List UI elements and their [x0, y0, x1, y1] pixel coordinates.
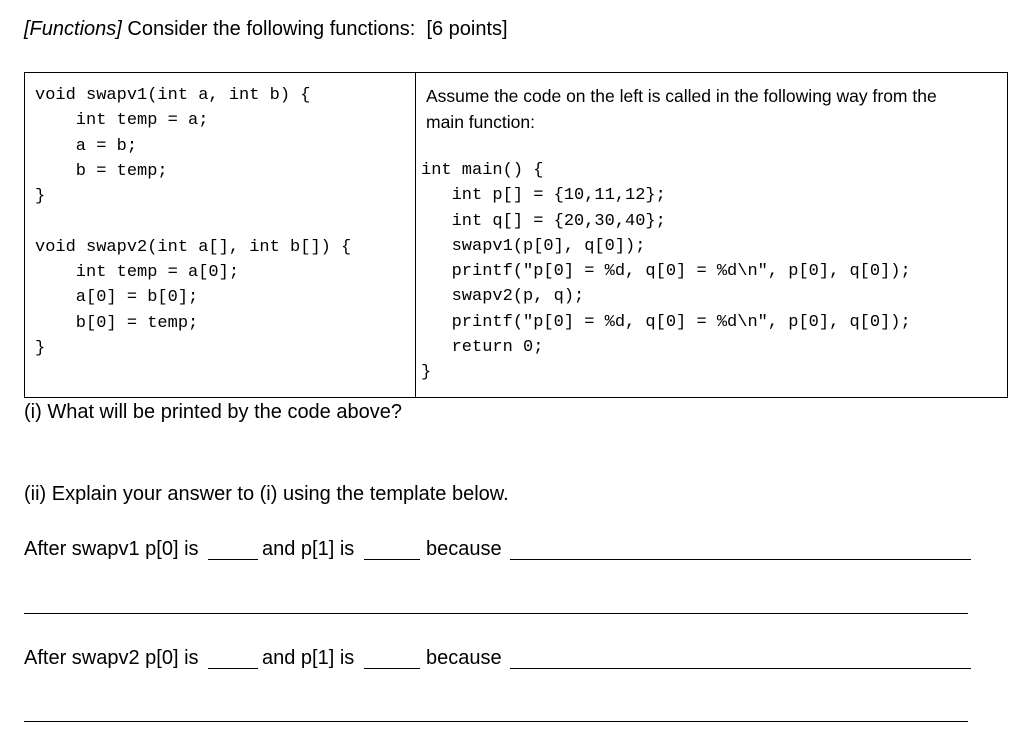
main-intro-text: Assume the code on the left is called in the following way from the main function: [426, 86, 937, 132]
swap-functions-code: void swapv1(int a, int b) { int temp = a; a = b; b = temp; } void swapv2(int a[], int b[]) { int temp = a[0]; a[0] = b[0]; b[0] = temp; } [35, 86, 352, 358]
row2-label-a: After swapv2 p[0] is [24, 647, 199, 669]
section-tag: [Functions] [24, 18, 122, 40]
question-i: (i) What will be printed by the code above? [24, 401, 402, 423]
question-title: Consider the following functions: [6 points] [121, 18, 508, 40]
question-header [24, 18, 508, 41]
row1-blank-p1[interactable] [364, 559, 420, 560]
row1-label-c: because [426, 538, 502, 560]
row2-label-c: because [426, 647, 502, 669]
main-function-code: int main() { int p[] = {10,11,12}; int q[] = {20,30,40}; swapv1(p[0], q[0]); printf("p[0] = %d, q[0] = %d\n", p[0], q[0]); swapv2(p, q); printf("p[0] = %d, q[0] = %d\n", p[0], q[0]); return 0; } [421, 161, 911, 383]
row2-blank-because[interactable] [510, 668, 971, 669]
row2-continuation-line[interactable] [24, 721, 968, 722]
row1-continuation-line[interactable] [24, 613, 968, 614]
template-row-swapv1 [24, 538, 974, 562]
row2-label-b: and p[1] is [262, 647, 355, 669]
row2-blank-p0[interactable] [208, 668, 258, 669]
template-row-swapv2 [24, 647, 974, 671]
question-ii: (ii) Explain your answer to (i) using the template below. [24, 483, 509, 505]
row1-label-a: After swapv1 p[0] is [24, 538, 199, 560]
table-divider [415, 73, 416, 397]
row1-blank-because[interactable] [510, 559, 971, 560]
row1-label-b: and p[1] is [262, 538, 355, 560]
code-table [24, 72, 1008, 398]
row2-blank-p1[interactable] [364, 668, 420, 669]
row1-blank-p0[interactable] [208, 559, 258, 560]
